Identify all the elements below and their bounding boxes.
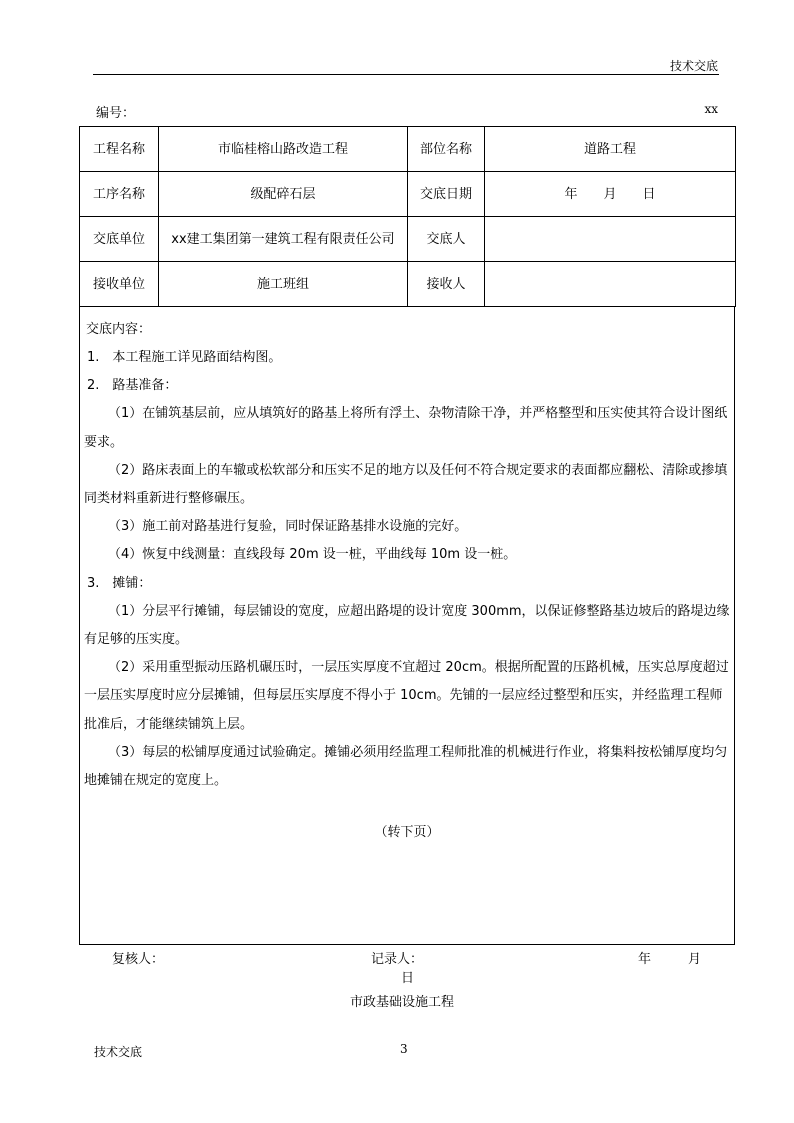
process-name-value: 级配碎石层 [159, 172, 408, 217]
briefing-date-value: 年 月 日 [485, 172, 736, 217]
reviewer-label: 复核人： [112, 952, 165, 967]
header-rule [93, 74, 719, 75]
content-item: （2）路床表面上的车辙或松软部分和压实不足的地方以及任何不符合规定要求的表面都应翻松、清除或掺填同类材料重新进行整修碾压。 [84, 462, 728, 507]
department-title: 市政基础设施工程 [350, 995, 455, 1010]
project-name-value: 市临桂榕山路改造工程 [159, 127, 408, 172]
table-row [80, 127, 736, 172]
day-label: 日 [401, 971, 415, 986]
content-item: 1. 本工程施工详见路面结构图。 [87, 350, 282, 365]
content-item: 2. 路基准备： [87, 378, 178, 394]
header-doc-type: 技术交底 [669, 59, 718, 73]
content-item: （3）每层的松铺厚度通过试验确定。摊铺必须用经监理工程师批准的机械进行作业，将集料按松铺厚度均匀地摊铺在规定的宽度上。 [84, 744, 728, 789]
year-label: 年 [638, 952, 652, 967]
content-title: 交底内容： [86, 322, 152, 337]
project-name-label: 工程名称 [80, 127, 159, 172]
receiver-value [485, 262, 736, 307]
process-name-label: 工序名称 [80, 172, 159, 217]
continued-note: （转下页） [374, 825, 440, 840]
table-row [80, 217, 736, 262]
briefing-unit-value: xx建工集团第一建筑工程有限责任公司 [159, 217, 408, 262]
section-name-label: 部位名称 [408, 127, 485, 172]
content-item: （4）恢复中线测量：直线段每 20m 设一桩，平曲线每 10m 设一桩。 [108, 547, 517, 563]
section-name-value: 道路工程 [485, 127, 736, 172]
briefing-content-box [79, 307, 735, 945]
content-item: 3. 摊铺： [87, 575, 152, 591]
briefing-unit-label: 交底单位 [80, 217, 159, 262]
project-info-table [79, 126, 736, 307]
footer-doc-type: 技术交底 [94, 1045, 143, 1059]
receiver-label: 接收人 [408, 262, 485, 307]
content-item: （1）在铺筑基层前，应从填筑好的路基上将所有浮土、杂物清除干净，并严格整型和压实使其符合设计图纸要求。 [84, 406, 728, 450]
document-code-value: xx [704, 102, 718, 116]
month-label: 月 [688, 952, 702, 967]
document-code-label: 编号： [96, 106, 136, 121]
content-body [84, 344, 730, 795]
recorder-label: 记录人： [371, 952, 424, 967]
content-item: （2）采用重型振动压路机碾压时，一层压实厚度不宜超过 20cm。根据所配置的压路机械，压实总厚度超过一层压实厚度时应分层摊铺，但每层压实厚度不得小于 10cm。先铺的一层应经过整型和压实，并经监理工程师批准后，才能继续铺筑上层。 [84, 660, 729, 732]
briefing-date-label: 交底日期 [408, 172, 485, 217]
table-row [80, 172, 736, 217]
page-number: 3 [400, 1042, 408, 1056]
content-item: （3）施工前对路基进行复验，同时保证路基排水设施的完好。 [108, 519, 468, 535]
receiving-unit-value: 施工班组 [159, 262, 408, 307]
table-row [80, 262, 736, 307]
briefer-value [485, 217, 736, 262]
briefer-label: 交底人 [408, 217, 485, 262]
receiving-unit-label: 接收单位 [80, 262, 159, 307]
content-item: （1）分层平行摊铺，每层铺设的宽度，应超出路堤的设计宽度 300mm，以保证修整路基边坡后的路堤边缘有足够的压实度。 [84, 603, 730, 648]
